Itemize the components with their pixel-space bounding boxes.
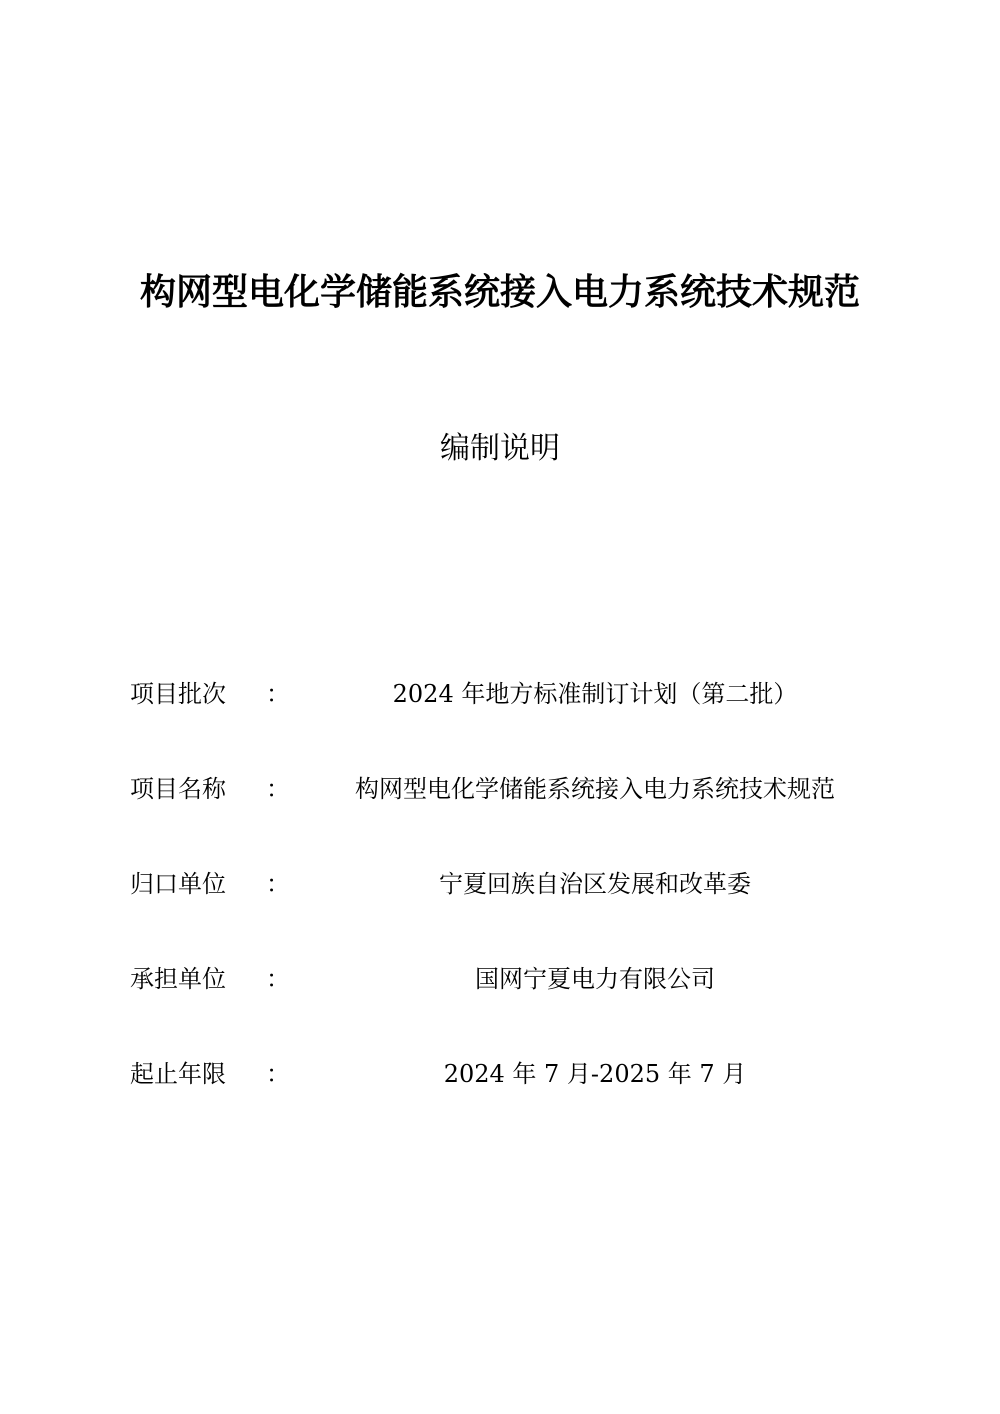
document-title: 构网型电化学储能系统接入电力系统技术规范 <box>139 272 860 313</box>
field-label-project-batch: 项目批次 <box>130 680 226 708</box>
document-subtitle: 编制说明 <box>440 431 560 466</box>
field-label-responsible-unit: 归口单位 <box>130 870 226 898</box>
field-row-project-batch <box>0 674 1000 714</box>
field-value-project-name: 构网型电化学储能系统接入电力系统技术规范 <box>355 775 835 803</box>
field-value-undertaking-unit: 国网宁夏电力有限公司 <box>475 965 715 993</box>
field-value-responsible-unit: 宁夏回族自治区发展和改革委 <box>439 870 751 898</box>
field-colon: ： <box>266 870 290 898</box>
field-label-duration: 起止年限 <box>130 1060 226 1088</box>
field-row-project-name <box>0 769 1000 809</box>
field-colon: ： <box>266 775 290 803</box>
field-row-undertaking-unit <box>0 959 1000 999</box>
field-colon: ： <box>266 1060 290 1088</box>
field-value-project-batch: 2024 年地方标准制订计划（第二批） <box>392 680 798 708</box>
field-colon: ： <box>266 680 290 708</box>
field-label-project-name: 项目名称 <box>130 775 226 803</box>
field-colon: ： <box>266 965 290 993</box>
field-row-responsible-unit <box>0 864 1000 904</box>
field-value-duration: 2024 年 7 月-2025 年 7 月 <box>443 1060 747 1088</box>
field-row-duration <box>0 1054 1000 1094</box>
field-label-undertaking-unit: 承担单位 <box>130 965 226 993</box>
